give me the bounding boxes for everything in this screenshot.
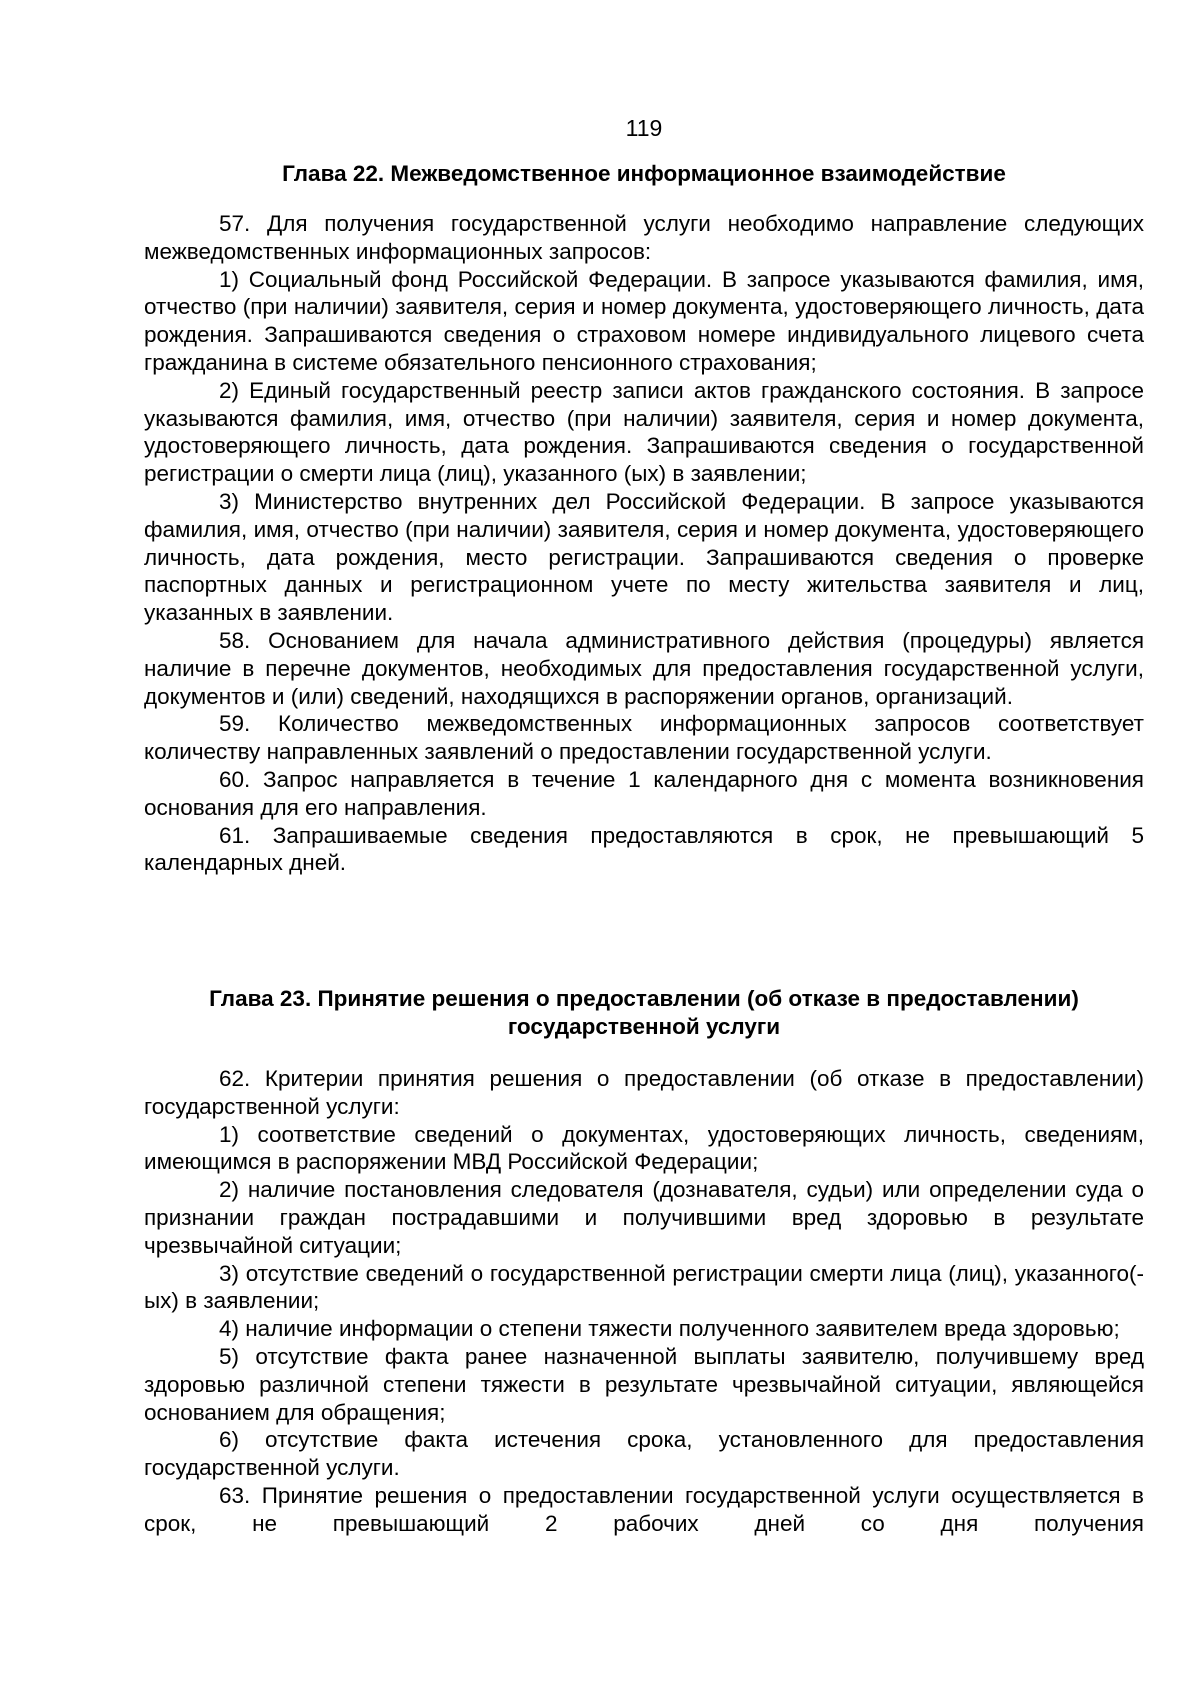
paragraph-62-item-6: 6) отсутствие факта истечения срока, установленного для предоставления государственной услуги. (144, 1427, 1144, 1481)
paragraph-62-item-4: 4) наличие информации о степени тяжести полученного заявителем вреда здоровью; (219, 1316, 1120, 1342)
paragraph-59: 59. Количество межведомственных информационных запросов соответствует количеству направленных заявлений о предоставлении государственной услуги. (144, 711, 1144, 765)
chapter-22-body (144, 210, 1144, 877)
paragraph-63: 63. Принятие решения о предоставлении государственной услуги осуществляется в срок, не превышающий 2 рабочих дней со дня получения (144, 1482, 1144, 1536)
chapter-22-heading: Глава 22. Межведомственное информационное взаимодействие (282, 161, 1006, 186)
paragraph-62-item-5: 5) отсутствие факта ранее назначенной выплаты заявителю, получившему вред здоровью различной степени тяжести в результате чрезвычайной ситуации, являющейся основанием для обращения; (144, 1343, 1144, 1425)
paragraph-62-item-3: 3) отсутствие сведений о государственной регистрации смерти лица (лиц), указанного(-ых) в заявлении; (144, 1260, 1144, 1314)
page-number: 119 (625, 115, 663, 141)
chapter-23-heading-line-1: Глава 23. Принятие решения о предоставлении (об отказе в предоставлении) (209, 986, 1079, 1011)
chapter-23-heading-line-2: государственной услуги (507, 1014, 781, 1039)
paragraph-57-item-2: 2) Единый государственный реестр записи актов гражданского состояния. В запросе указываются фамилия, имя, отчество (при наличии) заявителя, серия и номер документа, удостоверяющего личность, дата рождения. Запрашиваются сведения о государственной регистрации о смерти лица (лиц), указанного (ых) в заявлении; (144, 377, 1144, 487)
paragraph-62-item-1: 1) соответствие сведений о документах, удостоверяющих личность, сведениям, имеющимся в распоряжении МВД Российской Федерации; (144, 1121, 1144, 1175)
paragraph-57: 57. Для получения государственной услуги необходимо направление следующих межведомственных информационных запросов: (144, 211, 1144, 264)
paragraph-61: 61. Запрашиваемые сведения предоставляются в срок, не превышающий 5 календарных дней. (144, 822, 1144, 876)
chapter-23-body (144, 1065, 1144, 1538)
paragraph-60: 60. Запрос направляется в течение 1 календарного дня с момента возникновения основания для его направления. (144, 766, 1144, 820)
paragraph-58: 58. Основанием для начала административного действия (процедуры) является наличие в перечне документов, необходимых для предоставления государственной услуги, документов и (или) сведений, находящихся в распоряжении органов, организаций. (144, 627, 1144, 709)
paragraph-62: 62. Критерии принятия решения о предоставлении (об отказе в предоставлении) государственной услуги: (144, 1066, 1144, 1119)
paragraph-57-item-1: 1) Социальный фонд Российской Федерации. В запросе указываются фамилия, имя, отчество (при наличии) заявителя, серия и номер документа, удостоверяющего личность, дата рождения. Запрашиваются сведения о страховом номере индивидуального лицевого счета гражданина в системе обязательного пенсионного страхования; (144, 266, 1144, 375)
paragraph-57-item-3: 3) Министерство внутренних дел Российской Федерации. В запросе указываются фамилия, имя, отчество (при наличии) заявителя, серия и номер документа, удостоверяющего личность, дата рождения, место регистрации. Запрашиваются сведения о проверке паспортных данных и регистрационном учете по месту жительства заявителя и лиц, указанных в заявлении. (144, 488, 1144, 626)
chapter-23-heading (144, 985, 1144, 1041)
paragraph-62-item-2: 2) наличие постановления следователя (дознавателя, судьи) или определении суда о признании граждан пострадавшими и получившими вред здоровью в результате чрезвычайной ситуации; (144, 1177, 1144, 1258)
